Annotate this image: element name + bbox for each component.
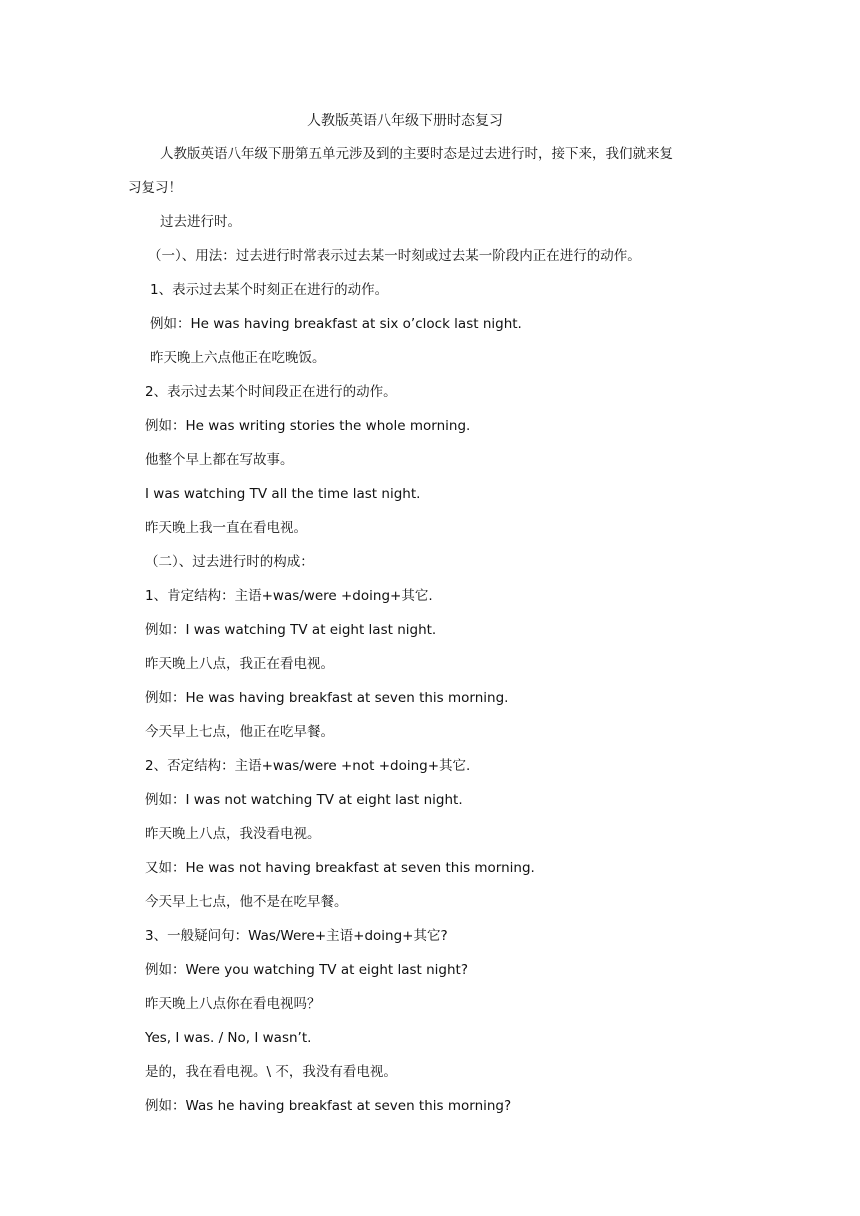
paragraph-intro-line1: 人教版英语八年级下册第五单元涉及到的主要时态是过去进行时，接下来，我们就来复 — [160, 146, 673, 162]
example-sentence: 例如：I was watching TV at eight last night. — [145, 622, 437, 638]
example-answer: Yes, I was. / No, I wasn’t. — [145, 1030, 312, 1046]
example-translation: 昨天晚上八点你在看电视吗？ — [145, 996, 321, 1012]
example-translation: 今天早上七点，他不是在吃早餐。 — [145, 894, 348, 910]
example-translation: 今天早上七点，他正在吃早餐。 — [145, 724, 334, 740]
example-translation: 他整个早上都在写故事。 — [145, 452, 294, 468]
example-sentence: 例如：I was not watching TV at eight last night. — [145, 792, 463, 808]
example-translation: 昨天晚上我一直在看电视。 — [145, 520, 307, 536]
structure-question: 3、一般疑问句：Was/Were+主语+doing+其它? — [145, 928, 448, 944]
example-sentence: 又如：He was not having breakfast at seven this morning. — [145, 860, 535, 876]
example-translation: 昨天晚上八点，我没看电视。 — [145, 826, 321, 842]
subsection-structure: （二）、过去进行时的构成： — [145, 554, 314, 570]
example-sentence: 例如：He was writing stories the whole morning. — [145, 418, 471, 434]
example-sentence: 例如：He was having breakfast at six o’clock last night. — [150, 316, 522, 332]
subsection-usage: （一）、用法：过去进行时常表示过去某一时刻或过去某一阶段内正在进行的动作。 — [148, 248, 641, 264]
example-sentence: 例如：Were you watching TV at eight last night? — [145, 962, 468, 978]
usage-point-1: 1、表示过去某个时刻正在进行的动作。 — [150, 282, 389, 298]
structure-negative: 2、否定结构：主语+was/were +not +doing+其它. — [145, 758, 471, 774]
usage-point-2: 2、表示过去某个时间段正在进行的动作。 — [145, 384, 397, 400]
structure-affirmative: 1、肯定结构：主语+was/were +doing+其它. — [145, 588, 433, 604]
document-title: 人教版英语八年级下册时态复习 — [307, 113, 503, 129]
example-sentence: 例如：Was he having breakfast at seven this morning? — [145, 1098, 512, 1114]
section-heading: 过去进行时。 — [160, 214, 241, 230]
paragraph-intro-line2: 习复习！ — [128, 180, 182, 196]
example-sentence: I was watching TV all the time last night. — [145, 486, 421, 502]
example-translation: 昨天晚上六点他正在吃晚饭。 — [150, 350, 326, 366]
example-translation: 是的，我在看电视。\ 不，我没有看电视。 — [145, 1064, 397, 1080]
example-translation: 昨天晚上八点，我正在看电视。 — [145, 656, 334, 672]
example-sentence: 例如：He was having breakfast at seven this morning. — [145, 690, 509, 706]
